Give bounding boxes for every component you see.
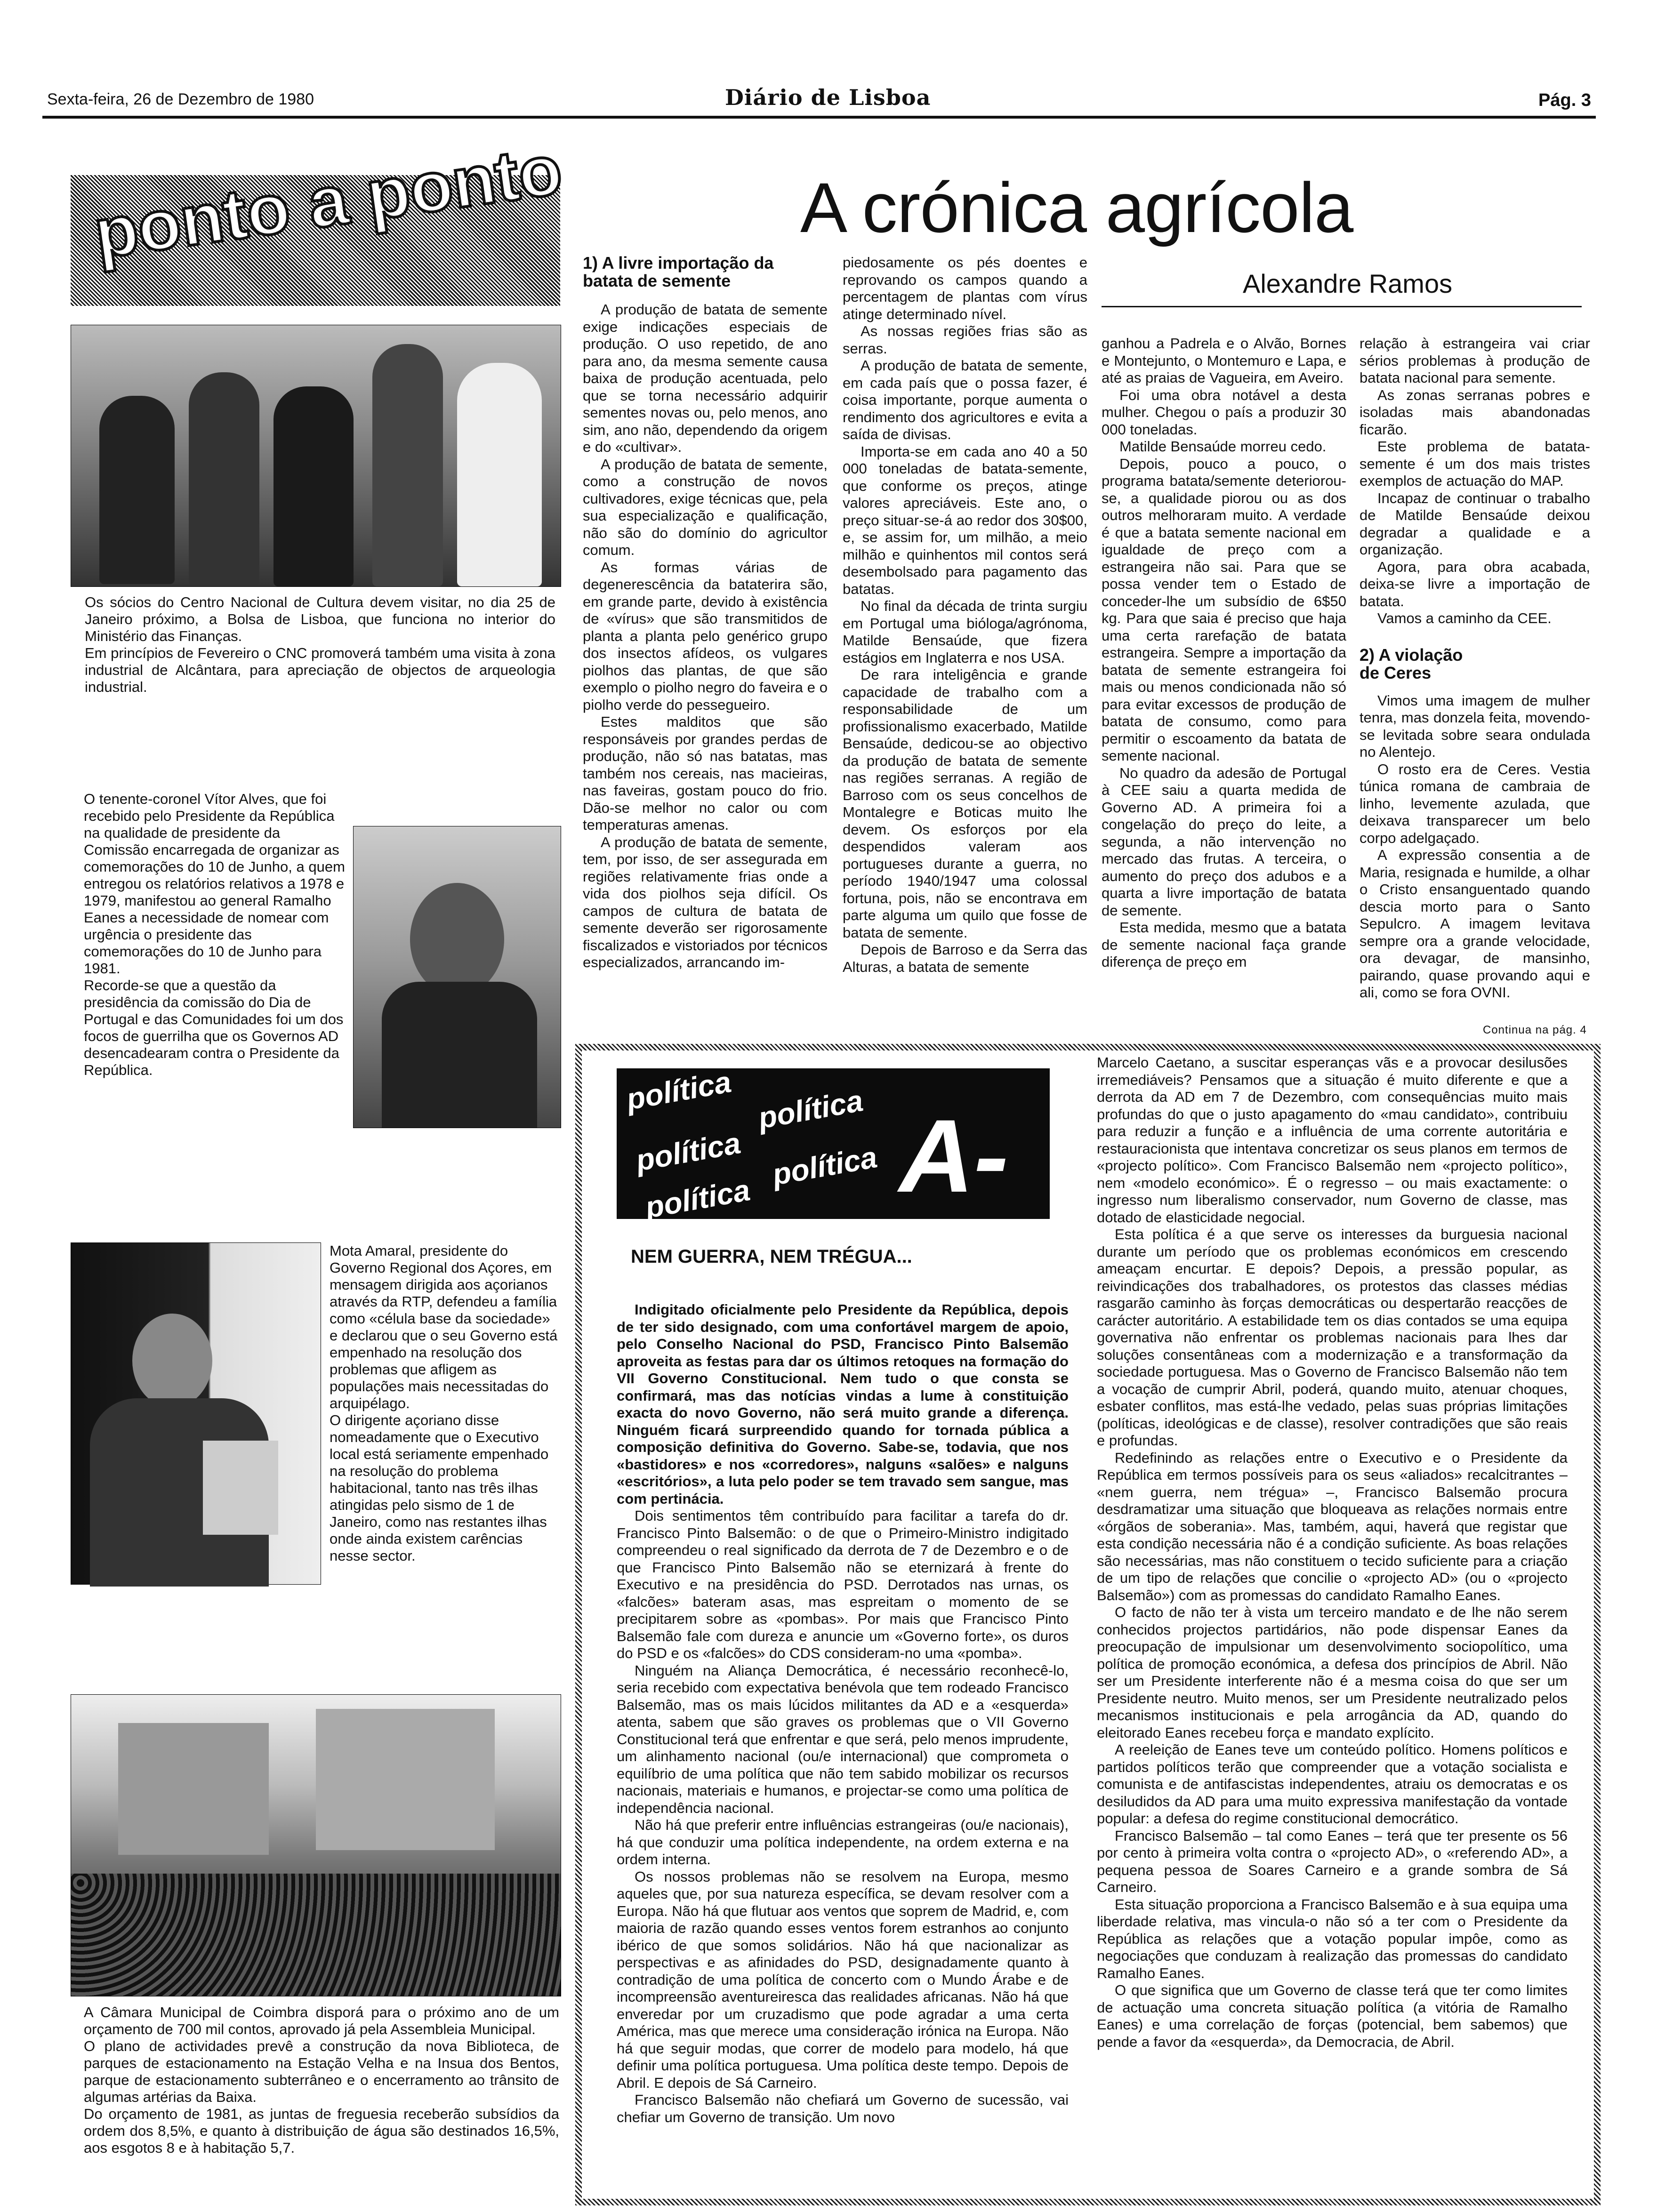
cronica-col1 (583, 301, 828, 971)
az-mark: A-Z (899, 1098, 1009, 1333)
paragraph: Foi uma obra notável a desta mulher. Chegou o país a produzir 30 000 toneladas. (1102, 386, 1346, 438)
paragraph: Esta medida, mesmo que a batata de semente nacional faça grande diferença de preço em (1102, 919, 1346, 970)
caption-mota-amaral: Mota Amaral, presidente do Governo Regional dos Açores, em mensagem dirigida aos açorianos através da RTP, defendeu a família como «célula base da sociedade» e declarou que o seu Governo está empenhado na resolução dos problemas que afligem as populações mais necessitadas do arquipélago. O dirigente açoriano disse nomeadamente que o Executivo local está seriamente empenhado na resolução do problema habitacional, tanto nas três ilhas atingidas pelo sismo de 1 de Janeiro, como nas restantes ilhas onde ainda existem carências nesse sector. (330, 1242, 558, 1564)
paragraph: As formas várias de degenerescência da bataterira são, em grande parte, devido à existência de «vírus» que são transmitidos de planta a planta pelo genérico grupo dos insectos afídeos, os vulgares piolhos das plantas, de que são exemplo o piolho negro do faveira e o piolho verde do pessegueiro. (583, 559, 828, 713)
paragraph: O que significa que um Governo de classe terá que ter como limites de actuação uma concreta situação política (a vitória de Ramalho Eanes) e uma correlação de forças (potencial, bem sabemos) que pende a favor da «esquerda», da Democracia, de Abril. (1097, 1982, 1568, 2050)
paragraph: Indigitado oficialmente pelo Presidente da República, depois de ter sido designado, com uma confortável margem de apoio, pelo Conselho Nacional do PSD, Francisco Pinto Balsemão aproveita as festas para dar os últimos retoques na formação do VII Governo Constitucional. Nem tudo o que consta se confirmará, mas das notícias vindas a lume à constituição exacta do novo Governo, não será muito grande a diferença. Ninguém ficará surpreendido quando for tornada pública a composição definitiva do Governo. Sabe-se, todavia, que nos «bastidores» e nos «corredores», nalguns «salões» e nalguns «escritórios», a luta pelo poder se tem travado sem sangue, mas com pertinácia. (617, 1301, 1069, 1507)
paragraph: Vamos a caminho da CEE. (1377, 610, 1552, 626)
paragraph: Vimos uma imagem de mulher tenra, mas donzela feita, movendo-se levitada sobre seara ondulada no Alentejo. (1359, 692, 1590, 760)
paragraph: No quadro da adesão de Portugal à CEE saiu a quarta medida de Governo AD. A primeira foi a congelação do preço do leite, a segunda, a não intervenção no mercado das frutas. A terceira, o aumento do preço dos adubos e a quarta a livre importação de batata de semente. (1102, 764, 1346, 919)
photo-meeting (71, 325, 561, 587)
paragraph: Francisco Balsemão não chefiará um Governo de sucessão, vai chefiar um Governo de transição. Um novo (617, 2092, 1069, 2125)
cronica-col2 (843, 254, 1087, 976)
paragraph: Agora, para obra acabada, deixa-se livre a importação de batata. (1359, 558, 1590, 609)
paragraph: Depois, pouco a pouco, o programa batata/semente deteriorou-se, a qualidade piorou ou as dos outros melhoraram muito. A verdade é que a batata semente nacional em igualdade de preço com a estrangeira não sai. Para que se possa vender tem o Estado de conceder-lhe um subsídio de 6$50 kg. Para que saia é preciso que haja uma certa rarefação de batata estrangeira. Sempre a importação da batata de semente estrangeira foi mais ou menos condicionada não só para evitar excessos de produção de batata de consumo, como para permitir o escoamento da batata de semente nacional. (1102, 455, 1346, 764)
banner-word: política (643, 1173, 753, 1225)
cronica-col3 (1102, 335, 1346, 971)
photo-coimbra (71, 1694, 561, 1996)
banner-word: política (770, 1140, 880, 1192)
paragraph: Não há que preferir entre influências estrangeiras (ou/e nacionais), há que conduzir uma política independente, na ordem externa e na ordem interna. (617, 1817, 1069, 1867)
paragraph: A expressão consentia a de Maria, resignada e humilde, a olhar o Cristo ensanguentado quando descia morto para o Santo Sepulcro. A imagem levitava sempre ora a grande velocidade, ora devagar, de mansinho, pairando, quase provando aqui e ali, como se fora OVNI. (1359, 847, 1590, 1001)
politica-col-left (617, 1301, 1069, 2126)
caption-coimbra: A Câmara Municipal de Coimbra disporá para o próximo ano de um orçamento de 700 mil contos, aprovado já pela Assembleia Municipal. O plano de actividades prevê a construção da nova Biblioteca, de parques de estacionamento na Estação Velha e na Insua dos Bentos, parque de estacionamento subterrâneo e o encerramento ao trânsito de algumas artérias da Baixa. Do orçamento de 1981, as juntas de freguesia receberão subsídios da ordem dos 8,5%, e quanto à distribuição de água são destinados 16,5%, aos esgotos 8 e à habitação 5,7. (84, 2004, 559, 2156)
photo-mota-amaral (71, 1242, 321, 1585)
paragraph: A reeleição de Eanes teve um conteúdo político. Homens políticos e partidos políticos terão que compreender que a votação socialista e comunista e de antifascistas independentes, atraiu os democratas e os desiludidos da AD para uma muito expressiva manifestação da vontade popular: a defesa do regime constitucional democrático. (1097, 1741, 1568, 1827)
banner-word: política (633, 1126, 743, 1178)
caption-vitor-alves: O tenente-coronel Vítor Alves, que foi recebido pelo Presidente da República na qualidade de presidente da Comissão encarregada de organizar as comemorações do 10 de Junho, a quem entregou os relatórios relativos a 1978 e 1979, manifestou ao general Ramalho Eanes a necessidade de nomear com urgência o presidente das comemorações do 10 de Junho para 1981. Recorde-se que a questão da presidência da comissão do Dia de Portugal e das Comunidades foi um dos focos de guerrilha que os Governos AD desencadearam contra o Presidente da República. (84, 791, 345, 1078)
cronica-sub2: 2) A violação de Ceres (1359, 645, 1463, 682)
continua-link[interactable]: Continua na pág. 4 (1483, 1024, 1587, 1036)
paragraph: Os nossos problemas não se resolvem na Europa, mesmo aqueles que, por sua natureza específica, se devam resolver com a Europa. Não há que flutuar aos ventos que soprem de Madrid, e, com maioria de razão quando esses ventos forem estranhos ao conjunto ibérico de que somos solidários. Não há que nacionalizar as perspectivas e as afinidades do PSD, designadamente quanto à contradição de uma política de concerto com o Mundo Árabe e de incompreensão aventureiresca das realidades africanas. Não há que enveredar por um cruzadismo que pode agradar a uma certa América, mas que merece uma consideração irónica na Europa. Não há que seguir modas, que correr de modelo para modelo, há que definir uma política portuguesa. Uma política deste tempo. Depois de Abril. E depois de Sá Carneiro. (617, 1868, 1069, 2091)
paragraph: As nossas regiões frias são as serras. (843, 323, 1087, 357)
cronica-headline: A crónica agrícola (800, 168, 1353, 247)
paragraph: A produção de batata de semente, em cada país que o possa fazer, é coisa importante, porque aumenta o rendimento dos agricultores e evita a saída de divisas. (843, 357, 1087, 442)
politica-heading: NEM GUERRA, NEM TRÉGUA... (631, 1246, 912, 1267)
paragraph: Importa-se em cada ano 40 a 50 000 toneladas de batata-semente, que conforme os preços, atinge valores apreciáveis. Este ano, o preço situar-se-á ao redor dos 30$00, e, se assim for, um milhão, a meio milhão e quinhentos mil contos será desembolsado para pagamento das batatas. (843, 443, 1087, 597)
cronica-sub1: 1) A livre importação da batata de semente (583, 253, 774, 290)
paragraph: A produção de batata de semente exige indicações especiais de produção. O uso repetido, de ano para ano, da mesma semente causa baixa de produção acentuada, pelo que se torna necessário adquirir sementes novas ou, pelo menos, ano sim, ano não, dependendo da origem e do «cultivar». (583, 301, 828, 455)
paragraph: Redefinindo as relações entre o Executivo e o Presidente da República em termos possíveis para os seus «aliados» recalcitrantes – «nem guerra, nem trégua» –, Francisco Balsemão procura desdramatizar uma situação que bloqueava as relações normais entre «órgãos de soberania». Mas, também, aqui, haverá que registar que esta condição necessária não é a condição suficiente. As boas relações são necessárias, mas não constituem o tecido suficiente para a criação de um tipo de relações que concilie o «projecto AD» (ou o «projecto Balsemão») com as promessas do candidato Ramalho Eanes. (1097, 1449, 1568, 1603)
newspaper-logo: Diário de Lisboa (725, 85, 931, 110)
paragraph: Esta situação proporciona a Francisco Balsemão e à sua equipa uma liberdade relativa, mas vincula-o não só a ter com o Presidente da República as relações que a votação popular impôe, como as negociações que conduzam à realização das promessas do candidato Ramalho Eanes. (1097, 1896, 1568, 1981)
paragraph: Incapaz de continuar o trabalho de Matilde Bensaúde deixou degradar a qualidade e a organização. (1359, 489, 1590, 558)
paragraph: A produção de batata de semente, tem, por isso, de ser assegurada em regiões relativamente frias onde a vida dos piolhos seja difícil. Os campos de cultura de batata de semente deverão ser rigorosamente fiscalizados e vistoriados por técnicos especializados, arrancando im- (583, 834, 828, 970)
paragraph: No final da década de trinta surgiu em Portugal uma bióloga/agrónoma, Matilde Bensaúde, que fizera estágios em Inglaterra e nos USA. (843, 598, 1087, 666)
paragraph: piedosamente os pés doentes e reprovando os campos quando a percentagem de plantas com vírus atinge determinado nível. (843, 254, 1087, 322)
ponto-banner (71, 129, 567, 306)
header-date: Sexta-feira, 26 de Dezembro de 1980 (47, 90, 314, 108)
paragraph: Francisco Balsemão – tal como Eanes – terá que ter presente os 56 por cento à primeira volta contra o «projecto AD», o «referendo AD», a pequena pessoa de Soares Carneiro e a grande sombra de Sá Carneiro. (1097, 1827, 1568, 1895)
cronica-author: Alexandre Ramos (1243, 269, 1453, 298)
paragraph: Depois de Barroso e da Serra das Alturas, a batata de semente (843, 941, 1087, 975)
paragraph: O rosto era de Ceres. Vestia túnica romana de cambraia de linho, levemente azulada, que deixava transparecer um belo corpo adelgaçado. (1359, 761, 1590, 846)
politica-col-right (1097, 1054, 1568, 2051)
paragraph: Marcelo Caetano, a suscitar esperanças vãs e a provocar desilusões irremediáveis? Pensamos que a situação é muito diferente e que a derrota da AD em 7 de Dezembro, com consequências muito mais profundas do que o justo apagamento do «mau candidato», contribuiu para reduzir a função e a influência de uma corrente autoritária e restauracionista que intentava concretizar os seus planos em termos de «projecto político». Com Francisco Balsemão nem «projecto político», nem «modelo económico». É o regresso – ou mais exactamente: o ingresso num liberalismo conservador, num Governo de classe, mas dotado de elasticidade negocial. (1097, 1054, 1568, 1226)
photo-vitor-alves (353, 826, 561, 1128)
cronica-col4 (1359, 335, 1590, 1002)
paragraph: O facto de não ter à vista um terceiro mandato e de lhe não serem conhecidos projectos partidários, não pode dispensar Eanes da preocupação de impulsionar um desenvolvimento sociopolítico, uma política de promoção económica, a defesa dos princípios de Abril. Não ser um Presidente interferente não é a mesma coisa do que ser um Presidente neutro. Muito menos, ser um Presidente neutralizado pelos mecanismos institucionais e pela arrogância da AD, quando do eleitorado Eanes recebeu força e mandato explícito. (1097, 1604, 1568, 1741)
masthead-rule (42, 116, 1596, 119)
paragraph: Esta política é a que serve os interesses da burguesia nacional durante um período que os problemas económicos em crescendo ameaçam encurtar. E depois? Depois, a pressão popular, as reivindicações dos trabalhadores, os protestos das classes médias rasgarão caminho às forças democráticas ou despertarão reacções de carácter autoritário. A estabilidade tem os dias contados se uma equipa governativa não enfrentar os problemas nacionais para lhes dar soluções consentâneas com a modernização e a transformação da sociedade portuguesa. Mas o Governo de Francisco Balsemão não tem a vocação de cumprir Abril, poderá, quando muito, atenuar choques, esbater conflitos, mas está-lhe vedado, pelas suas próprias limitações (políticas, ideológicas e de classe), resolver contradições que são reais e profundas. (1097, 1226, 1568, 1449)
paragraph: As zonas serranas pobres e isoladas mais abandonadas ficarão. (1359, 386, 1590, 438)
paragraph: De rara inteligência e grande capacidade de trabalho com a responsabilidade de um profissionalismo exacerbado, Matilde Bensaúde, dedicou-se ao objectivo da produção de batata de semente nas regiões serranas. A região de Barroso com os seus concelhos de Montalegre e Boticas muito lhe devem. Os esforços por ela despendidos valeram aos portugueses durante a guerra, no período 1940/1947 uma colossal fortuna, pois, não se encontrava em parte alguma um quilo que fosse de batata de semente. (843, 666, 1087, 941)
banner-word: política (756, 1083, 866, 1135)
paragraph: ganhou a Padrela e o Alvão, Bornes e Montejunto, o Montemuro e Lapa, e até as praias de Vagueira, em Aveiro. (1102, 335, 1346, 386)
page-number: Pág. 3 (1538, 90, 1591, 110)
paragraph: Estes malditos que são responsáveis por grandes perdas de produção, não só nas batatas, mas também nos cereais, nas macieiras, nas faveiras, gostam pouco do frio. Dão-se melhor no calor ou com temperaturas amenas. (583, 713, 828, 833)
paragraph: Este problema de batata-semente é um dos mais tristes exemplos de actuação do MAP. (1359, 438, 1590, 489)
paragraph: Dois sentimentos têm contribuído para facilitar a tarefa do dr. Francisco Pinto Balsemão: o de que o Primeiro-Ministro indigitado compreendeu o real significado da derrota de 7 de Dezembro e o de que Francisco Pinto Balsemão não se eternizará à frente do Executivo e na presidência do PSD. Derrotados nas urnas, os «falcões» bateram asas, mas espreitam o momento de se precipitarem sobre as «pombas». Por mais que Francisco Pinto Balsemão fale com dureza e anuncie um «Governo forte», os duros do PSD e os «falcões» do CDS consideram-no uma «pomba». (617, 1507, 1069, 1661)
paragraph: Ninguém na Aliança Democrática, é necessário reconhecê-lo, seria recebido com expectativa benévola que tem rodeado Francisco Balsemão, mas os mais lúcidos militantes da AD e a «esquerda» atenta, sabem que são graves os problemas que o VII Governo Constitucional terá que enfrentar e que será, pelo menos imprudente, um alinhamento nacional (ou/e internacional) que comprometa o equilíbrio de uma política que não tem sabido mobilizar os recursos nacionais, materiais e humanos, e projectar-se como uma política de independência nacional. (617, 1662, 1069, 1816)
paragraph: A produção de batata de semente, como a construção de novos cultivadores, exige técnicas que, pela sua especialização e qualificação, não são do domínio do agricultor comum. (583, 456, 828, 558)
paragraph: Matilde Bensaúde morreu cedo. (1119, 438, 1327, 455)
caption-cnc: Os sócios do Centro Nacional de Cultura devem visitar, no dia 25 de Janeiro próximo, a Bolsa de Lisboa, que funciona no interior do Ministério das Finanças. Em princípios de Fevereiro o CNC promoverá também uma visita à zona industrial de Alcântara, para apreciação de objectos de arqueologia industrial. (85, 594, 555, 695)
paragraph: relação à estrangeira vai criar sérios problemas à produção de batata nacional para semente. (1359, 335, 1590, 386)
author-rule (1102, 306, 1582, 307)
banner-word: política (624, 1065, 734, 1116)
ponto-banner-text: ponto a ponto (89, 129, 567, 273)
